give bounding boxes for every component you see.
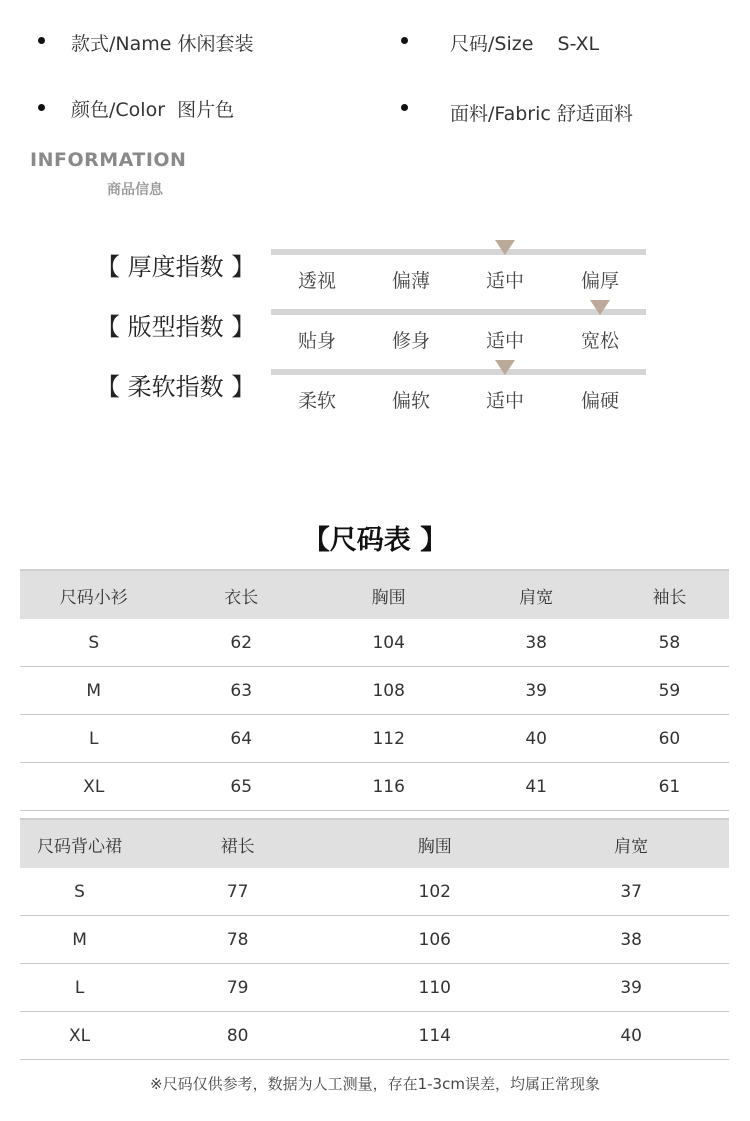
table-cell: M (20, 667, 167, 715)
triangle-marker-icon (590, 300, 610, 315)
index-option: 宽松 (580, 330, 619, 352)
table-cell: 63 (167, 667, 314, 715)
table-cell: S (20, 868, 139, 916)
header-cell: 肩宽 (462, 570, 609, 619)
info-size: 尺码/Size S-XL (450, 33, 600, 55)
table-cell: 37 (533, 868, 729, 916)
table-cell: 60 (610, 715, 729, 763)
index-label: 【 厚度指数 】 (96, 253, 256, 281)
header-cell: 肩宽 (533, 819, 729, 868)
table-cell: 40 (533, 1012, 729, 1060)
table-header-row (20, 819, 729, 868)
table-cell: 59 (610, 667, 729, 715)
table-cell: 39 (533, 964, 729, 1012)
bullet-icon (38, 104, 45, 111)
bullet-icon (401, 37, 408, 44)
table-cell: 65 (167, 763, 314, 811)
info-color: 颜色/Color 图片色 (71, 99, 235, 121)
table-cell: 38 (462, 619, 609, 667)
bullet-icon (401, 104, 408, 111)
size-table-bottom (20, 818, 729, 1060)
table-cell: 39 (462, 667, 609, 715)
bullet-icon (38, 37, 45, 44)
table-cell: M (20, 916, 139, 964)
table-cell: 78 (139, 916, 336, 964)
index-option: 偏薄 (391, 270, 430, 292)
table-cell: L (20, 964, 139, 1012)
size-note: ※尺码仅供参考，数据为人工测量，存在1-3cm误差，均属正常现象 (150, 1075, 600, 1093)
table-cell: 108 (315, 667, 462, 715)
index-option: 柔软 (297, 390, 336, 412)
index-option: 适中 (485, 270, 524, 292)
index-label: 【 柔软指数 】 (96, 373, 256, 401)
table-cell: L (20, 715, 167, 763)
table-cell: 64 (167, 715, 314, 763)
table-cell: 58 (610, 619, 729, 667)
header-cell: 尺码背心裙 (20, 819, 139, 868)
header-cell: 袖长 (610, 570, 729, 619)
size-table-top (20, 569, 729, 811)
index-option: 透视 (297, 270, 336, 292)
header-cell: 胸围 (315, 570, 462, 619)
table-row (20, 619, 729, 667)
table-row (20, 916, 729, 964)
index-option: 适中 (485, 330, 524, 352)
info-name: 款式/Name 休闲套装 (71, 33, 254, 55)
table-cell: 110 (336, 964, 533, 1012)
index-bar (271, 369, 646, 375)
table-cell: XL (20, 1012, 139, 1060)
table-cell: 116 (315, 763, 462, 811)
table-cell: XL (20, 763, 167, 811)
table-cell: 114 (336, 1012, 533, 1060)
table-cell: 77 (139, 868, 336, 916)
info-fabric: 面料/Fabric 舒适面料 (450, 103, 633, 125)
table-row (20, 763, 729, 811)
index-option: 偏硬 (580, 390, 619, 412)
index-option: 贴身 (297, 330, 336, 352)
index-label: 【 版型指数 】 (96, 313, 256, 341)
table-cell: 102 (336, 868, 533, 916)
table-cell: 61 (610, 763, 729, 811)
index-option: 偏软 (391, 390, 430, 412)
table-cell: 38 (533, 916, 729, 964)
table-cell: 112 (315, 715, 462, 763)
triangle-marker-icon (495, 240, 515, 255)
index-option: 适中 (485, 390, 524, 412)
information-subtitle: 商品信息 (107, 182, 163, 198)
table-cell: 80 (139, 1012, 336, 1060)
header-cell: 衣长 (167, 570, 314, 619)
information-title: INFORMATION (30, 149, 187, 171)
triangle-marker-icon (495, 360, 515, 375)
table-cell: 104 (315, 619, 462, 667)
header-cell: 胸围 (336, 819, 533, 868)
table-cell: 62 (167, 619, 314, 667)
index-option: 修身 (391, 330, 430, 352)
table-header-row (20, 570, 729, 619)
table-cell: 40 (462, 715, 609, 763)
table-cell: 41 (462, 763, 609, 811)
table-cell: S (20, 619, 167, 667)
table-row (20, 1012, 729, 1060)
table-row (20, 964, 729, 1012)
table-row (20, 667, 729, 715)
index-bar (271, 249, 646, 255)
index-option: 偏厚 (580, 270, 619, 292)
table-cell: 106 (336, 916, 533, 964)
header-cell: 尺码小衫 (20, 570, 167, 619)
table-cell: 79 (139, 964, 336, 1012)
size-chart-title: 【尺码表 】 (302, 525, 448, 556)
table-row (20, 868, 729, 916)
header-cell: 裙长 (139, 819, 336, 868)
table-row (20, 715, 729, 763)
